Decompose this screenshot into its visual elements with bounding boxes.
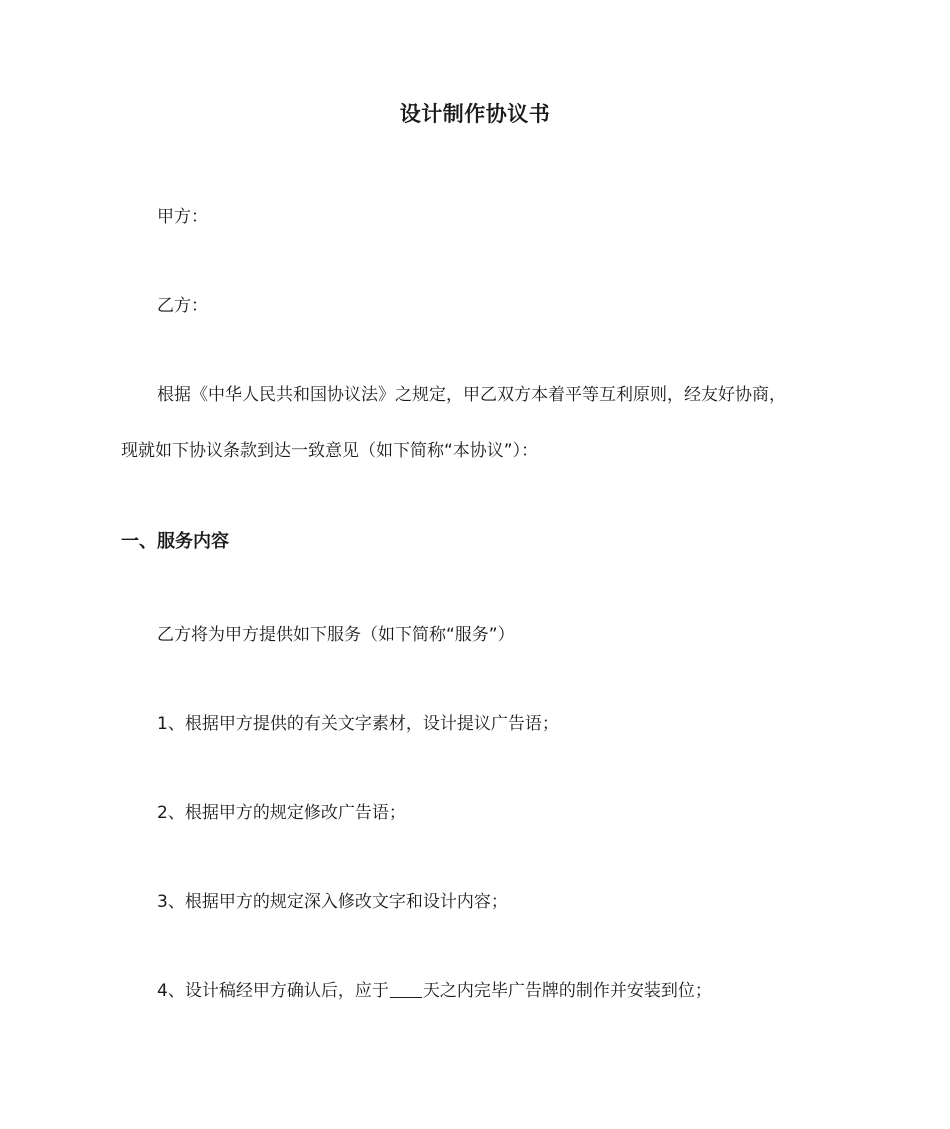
preamble-line-1: 根据《中华人民共和国协议法》之规定，甲乙双方本着平等互利原则，经友好协商， [157, 385, 786, 405]
service-item-3: 3、根据甲方的规定深入修改文字和设计内容； [157, 892, 508, 912]
service-item-1: 1、根据甲方提供的有关文字素材，设计提议广告语； [157, 714, 559, 734]
service-item-4-text-after: 天之内完毕广告牌的制作并安装到位； [422, 981, 712, 1001]
service-item-4 [157, 979, 712, 1003]
days-blank-field [390, 981, 422, 998]
party-b-label: 乙方： [157, 296, 208, 316]
party-a-label: 甲方： [157, 207, 208, 227]
document-title: 设计制作协议书 [399, 102, 551, 126]
service-intro: 乙方将为甲方提供如下服务（如下简称“服务”） [157, 625, 515, 645]
service-item-2: 2、根据甲方的规定修改广告语； [157, 803, 406, 823]
service-item-4-text-before: 4、设计稿经甲方确认后，应于 [157, 981, 389, 1001]
section-heading-service: 一、服务内容 [121, 531, 229, 552]
preamble-line-2: 现就如下协议条款到达一致意见（如下简称“本协议”）： [121, 441, 539, 461]
